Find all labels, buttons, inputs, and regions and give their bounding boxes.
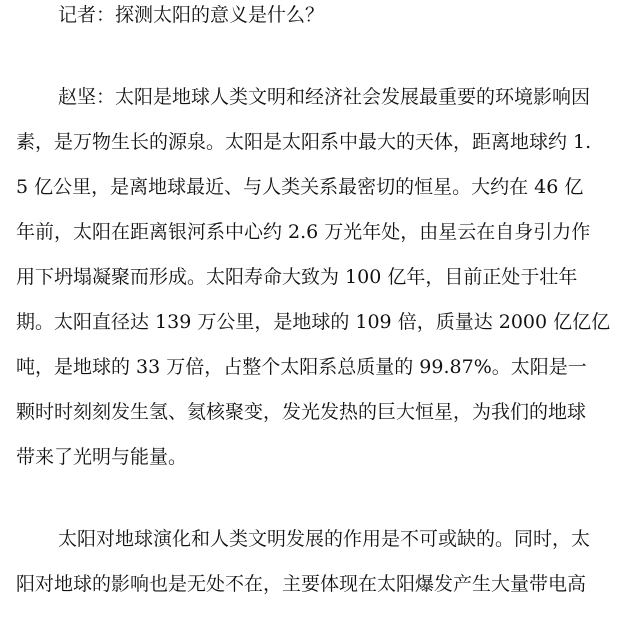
paragraph-line: 阳对地球的影响也是无处不在，主要体现在太阳爆发产生大量带电高 bbox=[16, 573, 587, 595]
paragraph-line: 太阳对地球演化和人类文明发展的作用是不可或缺的。同时，太 bbox=[58, 528, 591, 550]
paragraph-line: 年前，太阳在距离银河系中心约 2.6 万光年处，由星云在自身引力作 bbox=[16, 221, 591, 243]
paragraph-line: 赵坚：太阳是地球人类文明和经济社会发展最重要的环境影响因 bbox=[58, 86, 591, 108]
paragraph-line: 期。太阳直径达 139 万公里，是地球的 109 倍，质量达 2000 亿亿亿 bbox=[16, 311, 611, 333]
paragraph-line: 5 亿公里，是离地球最近、与人类关系最密切的恒星。大约在 46 亿 bbox=[16, 176, 584, 198]
paragraph-line: 颗时时刻刻发生氢、氦核聚变，发光发热的巨大恒星，为我们的地球 bbox=[16, 401, 587, 423]
paragraph-line: 带来了光明与能量。 bbox=[16, 446, 188, 468]
paragraph-line: 用下坍塌凝聚而形成。太阳寿命大致为 100 亿年，目前正处于壮年 bbox=[16, 266, 578, 288]
question-line: 记者：探测太阳的意义是什么？ bbox=[58, 4, 325, 26]
paragraph-line: 素，是万物生长的源泉。太阳是太阳系中最大的天体，距离地球约 1. bbox=[16, 131, 592, 153]
paragraph-line: 吨，是地球的 33 万倍，占整个太阳系总质量的 99.87%。太阳是一 bbox=[16, 356, 587, 378]
